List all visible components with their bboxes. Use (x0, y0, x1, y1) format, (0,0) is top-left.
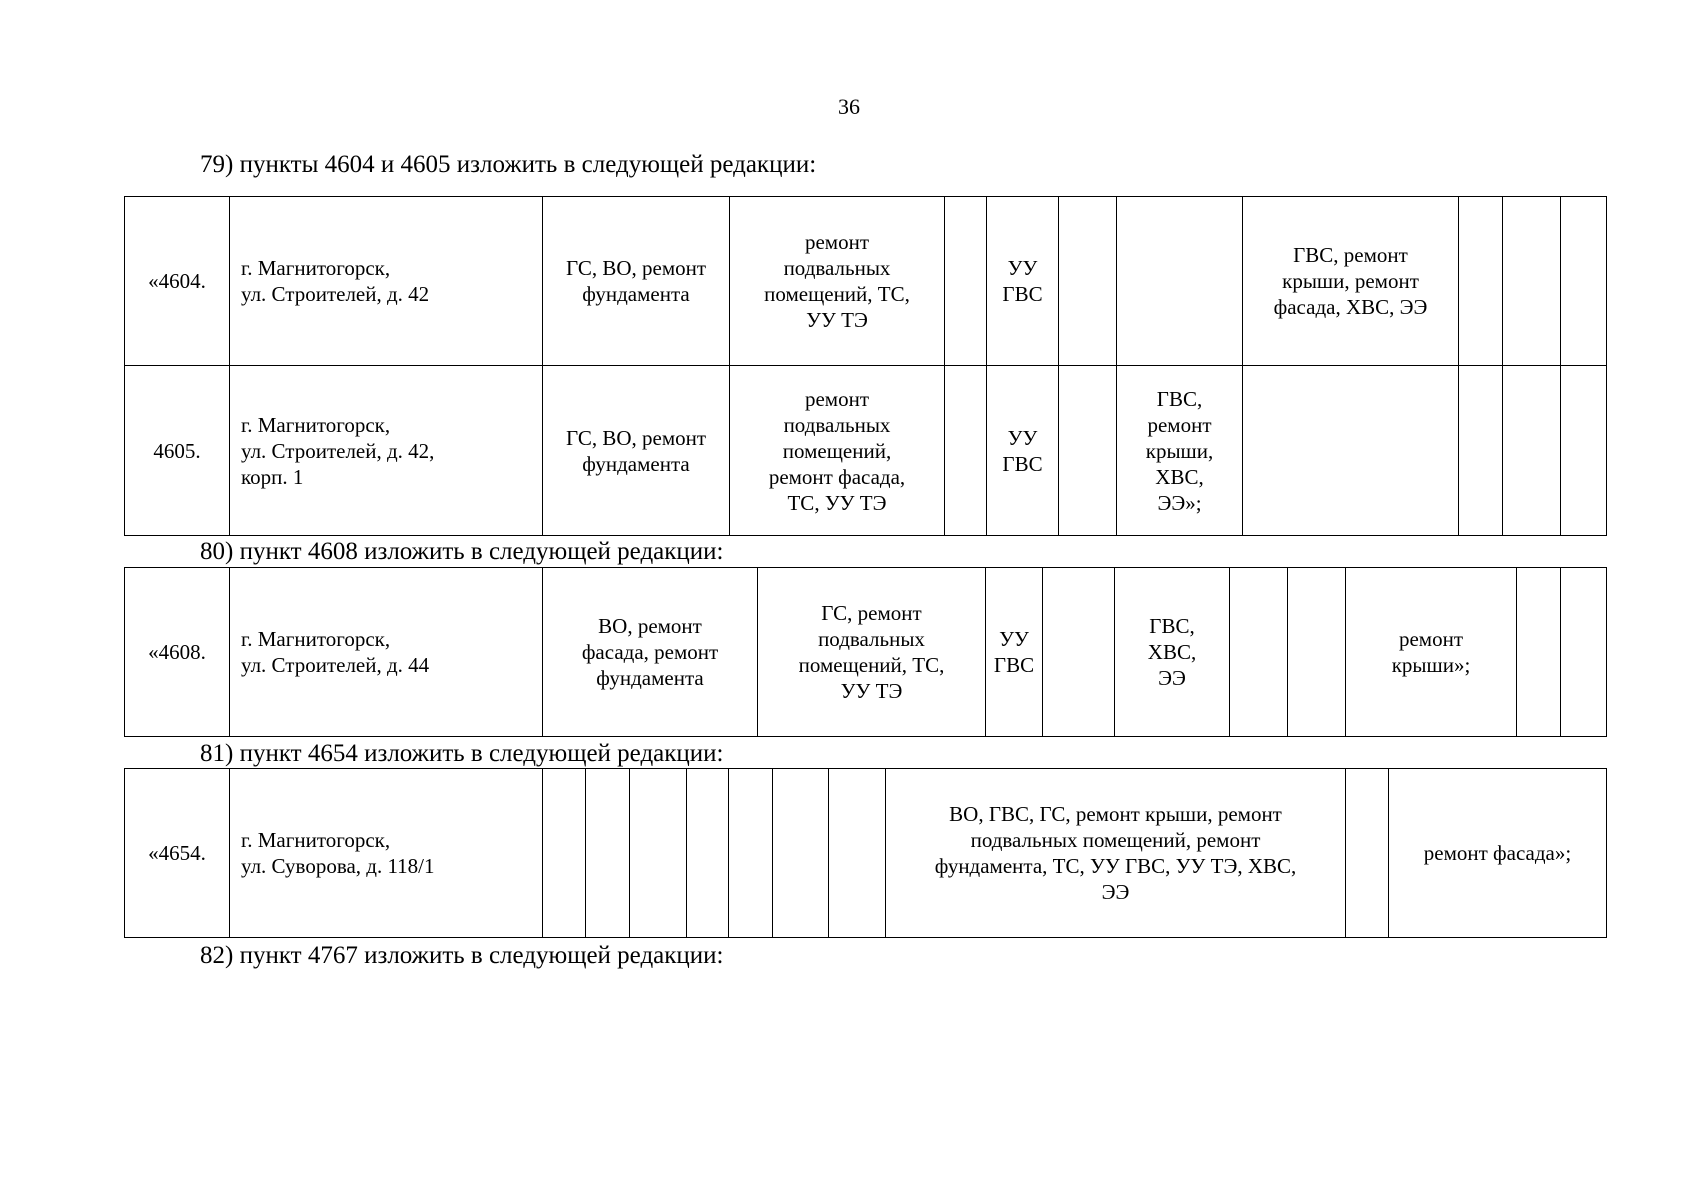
empty-cell (729, 769, 773, 938)
table-row (125, 197, 1607, 366)
table-row (125, 568, 1607, 737)
section-81-heading: 81) пункт 4654 изложить в следующей редакции: (200, 740, 724, 767)
empty-cell (1117, 197, 1243, 366)
work-cell: ГВС, ремонт крыши, ремонт фасада, ХВС, ЭЭ (1243, 197, 1459, 366)
work-cell: УУ ГВС (987, 197, 1059, 366)
empty-cell (1561, 197, 1607, 366)
empty-cell (1503, 197, 1561, 366)
empty-cell (1230, 568, 1288, 737)
empty-cell (945, 197, 987, 366)
work-cell: ремонт подвальных помещений, ремонт фасада, ТС, УУ ТЭ (730, 366, 945, 536)
empty-cell (630, 769, 687, 938)
work-cell: ремонт фасада»; (1389, 769, 1607, 938)
empty-cell (1059, 366, 1117, 536)
empty-cell (773, 769, 829, 938)
empty-cell (1059, 197, 1117, 366)
table-row (125, 769, 1607, 938)
section-80-heading: 80) пункт 4608 изложить в следующей редакции: (200, 538, 724, 565)
work-cell: ВО, ремонт фасада, ремонт фундамента (543, 568, 758, 737)
section-82-heading: 82) пункт 4767 изложить в следующей редакции: (200, 942, 724, 969)
empty-cell (687, 769, 729, 938)
work-cell: ремонт подвальных помещений, ТС, УУ ТЭ (730, 197, 945, 366)
row-number: 4605. (125, 366, 230, 536)
empty-cell (1288, 568, 1346, 737)
address-cell: г. Магнитогорск, ул. Строителей, д. 44 (230, 568, 543, 737)
row-number: «4654. (125, 769, 230, 938)
empty-cell (1561, 366, 1607, 536)
table-section-80 (124, 567, 1607, 737)
address-cell: г. Магнитогорск, ул. Суворова, д. 118/1 (230, 769, 543, 938)
address-cell: г. Магнитогорск, ул. Строителей, д. 42 (230, 197, 543, 366)
row-number: «4608. (125, 568, 230, 737)
empty-cell (829, 769, 886, 938)
work-cell: ВО, ГВС, ГС, ремонт крыши, ремонт подвальных помещений, ремонт фундамента, ТС, УУ ГВС, УУ ТЭ, ХВС, ЭЭ (886, 769, 1346, 938)
empty-cell (543, 769, 586, 938)
empty-cell (1503, 366, 1561, 536)
table-row (125, 366, 1607, 536)
empty-cell (1459, 366, 1503, 536)
empty-cell (586, 769, 630, 938)
empty-cell (1561, 568, 1607, 737)
empty-cell (1243, 366, 1459, 536)
row-number: «4604. (125, 197, 230, 366)
work-cell: ГС, ВО, ремонт фундамента (543, 197, 730, 366)
section-79-heading: 79) пункты 4604 и 4605 изложить в следующей редакции: (200, 151, 817, 178)
work-cell: УУ ГВС (987, 366, 1059, 536)
work-cell: УУ ГВС (986, 568, 1043, 737)
table-section-79 (124, 196, 1607, 536)
empty-cell (1043, 568, 1115, 737)
work-cell: ремонт крыши»; (1346, 568, 1517, 737)
address-cell: г. Магнитогорск, ул. Строителей, д. 42, корп. 1 (230, 366, 543, 536)
empty-cell (1459, 197, 1503, 366)
empty-cell (1346, 769, 1389, 938)
work-cell: ГВС, ремонт крыши, ХВС, ЭЭ»; (1117, 366, 1243, 536)
work-cell: ГС, ВО, ремонт фундамента (543, 366, 730, 536)
page-number: 36 (838, 94, 860, 119)
empty-cell (1517, 568, 1561, 737)
work-cell: ГС, ремонт подвальных помещений, ТС, УУ ТЭ (758, 568, 986, 737)
table-section-81 (124, 768, 1607, 938)
work-cell: ГВС, ХВС, ЭЭ (1115, 568, 1230, 737)
empty-cell (945, 366, 987, 536)
